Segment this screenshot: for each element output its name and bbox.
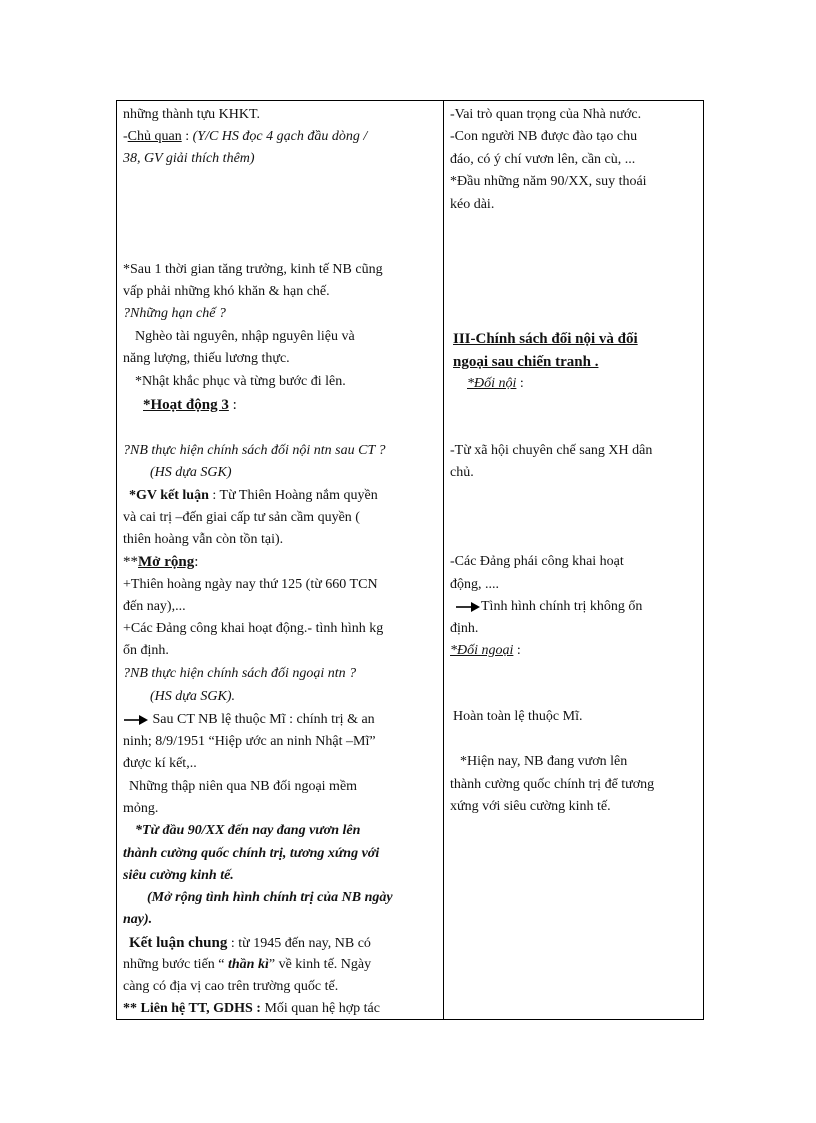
right-line: động, ....	[450, 577, 499, 592]
left-line: *Nhật khắc phục và từng bước đi lên.	[135, 374, 346, 389]
left-line: (Mở rộng tình hình chính trị của NB ngày	[147, 890, 393, 905]
left-line: ?Những hạn chế ?	[123, 306, 226, 321]
left-line: ổn định.	[123, 643, 169, 658]
left-line: (HS dựa SGK).	[150, 689, 236, 704]
left-line: thành cường quốc chính trị, tương xứng với	[123, 846, 380, 861]
right-line: *Đối nội :	[467, 376, 524, 391]
right-line: -Con người NB được đào tạo chu	[450, 129, 638, 144]
left-line: và cai trị –đến giai cấp tư sản cầm quyền (	[123, 510, 360, 525]
left-line: vấp phải những khó khăn & hạn chế.	[123, 284, 330, 299]
left-line: càng có địa vị cao trên trường quốc tế.	[123, 979, 339, 994]
left-line: Sau CT NB lệ thuộc Mĩ : chính trị & an	[123, 711, 375, 729]
right-line: -Các Đảng phái công khai hoạt	[450, 554, 624, 569]
right-line: kéo dài.	[450, 197, 495, 212]
left-line: ?NB thực hiện chính sách đối nội ntn sau CT ?	[123, 443, 386, 458]
left-line: -Chủ quan : (Y/C HS đọc 4 gạch đầu dòng /	[123, 129, 368, 144]
left-line: Nghèo tài nguyên, nhập nguyên liệu và	[135, 329, 355, 344]
left-line: đến nay),...	[123, 599, 186, 614]
section-iii-heading: ngoại sau chiến tranh .	[453, 354, 599, 370]
left-line: những bước tiến “ thần kì” về kinh tế. Ngày	[123, 957, 372, 972]
left-line: Những thập niên qua NB đối ngoại mềm	[129, 779, 358, 794]
left-line: nay).	[123, 912, 153, 927]
left-line: 38, GV giải thích thêm)	[123, 151, 255, 166]
arrow-right-icon	[123, 714, 149, 726]
right-line: *Đối ngoại :	[450, 643, 521, 658]
left-line: những thành tựu KHKT.	[123, 107, 261, 122]
left-line: +Các Đảng công khai hoạt động.- tình hình kg	[123, 621, 384, 636]
left-line: **Mở rộng:	[123, 554, 199, 570]
section-iii-heading: III-Chính sách đối nội và đối	[453, 331, 638, 347]
left-line: năng lượng, thiếu lương thực.	[123, 351, 290, 366]
right-line: xứng với siêu cường kinh tế.	[450, 799, 611, 814]
left-line: +Thiên hoàng ngày nay thứ 125 (từ 660 TCN	[123, 577, 378, 592]
left-line: thiên hoàng vẫn còn tồn tại).	[123, 532, 284, 547]
arrow-right-icon	[455, 601, 481, 613]
right-line: Tình hình chính trị không ổn	[455, 598, 642, 616]
right-line: -Từ xã hội chuyên chế sang XH dân	[450, 443, 653, 458]
right-line: định.	[450, 621, 479, 636]
right-line: Hoàn toàn lệ thuộc Mĩ.	[453, 709, 583, 724]
left-line: mỏng.	[123, 801, 159, 816]
right-line: *Hiện nay, NB đang vươn lên	[460, 754, 628, 769]
left-line: *GV kết luận : Từ Thiên Hoàng nắm quyền	[129, 488, 378, 503]
left-line: siêu cường kinh tế.	[123, 868, 234, 883]
right-line: thành cường quốc chính trị để tương	[450, 777, 655, 792]
left-line: Kết luận chung : từ 1945 đến nay, NB có	[129, 935, 371, 951]
left-line: *Từ đầu 90/XX đến nay đang vươn lên	[135, 823, 361, 838]
right-line: *Đầu những năm 90/XX, suy thoái	[450, 174, 647, 189]
activity-3-heading: *Hoạt động 3 :	[143, 397, 237, 413]
right-line: -Vai trò quan trọng của Nhà nước.	[450, 107, 642, 122]
right-line: đáo, có ý chí vươn lên, cần cù, ...	[450, 152, 636, 167]
left-line: ninh; 8/9/1951 “Hiệp ước an ninh Nhật –Mĩ”	[123, 734, 376, 749]
left-line: *Sau 1 thời gian tăng trưởng, kinh tế NB cũng	[123, 262, 383, 277]
left-line: (HS dựa SGK)	[150, 465, 232, 480]
left-line: ?NB thực hiện chính sách đối ngoại ntn ?	[123, 666, 357, 681]
left-line: được kí kết,..	[123, 756, 197, 771]
column-divider	[443, 100, 444, 1020]
left-line: ** Liên hệ TT, GDHS : Mối quan hệ hợp tác	[123, 1001, 380, 1016]
right-line: chủ.	[450, 465, 474, 480]
